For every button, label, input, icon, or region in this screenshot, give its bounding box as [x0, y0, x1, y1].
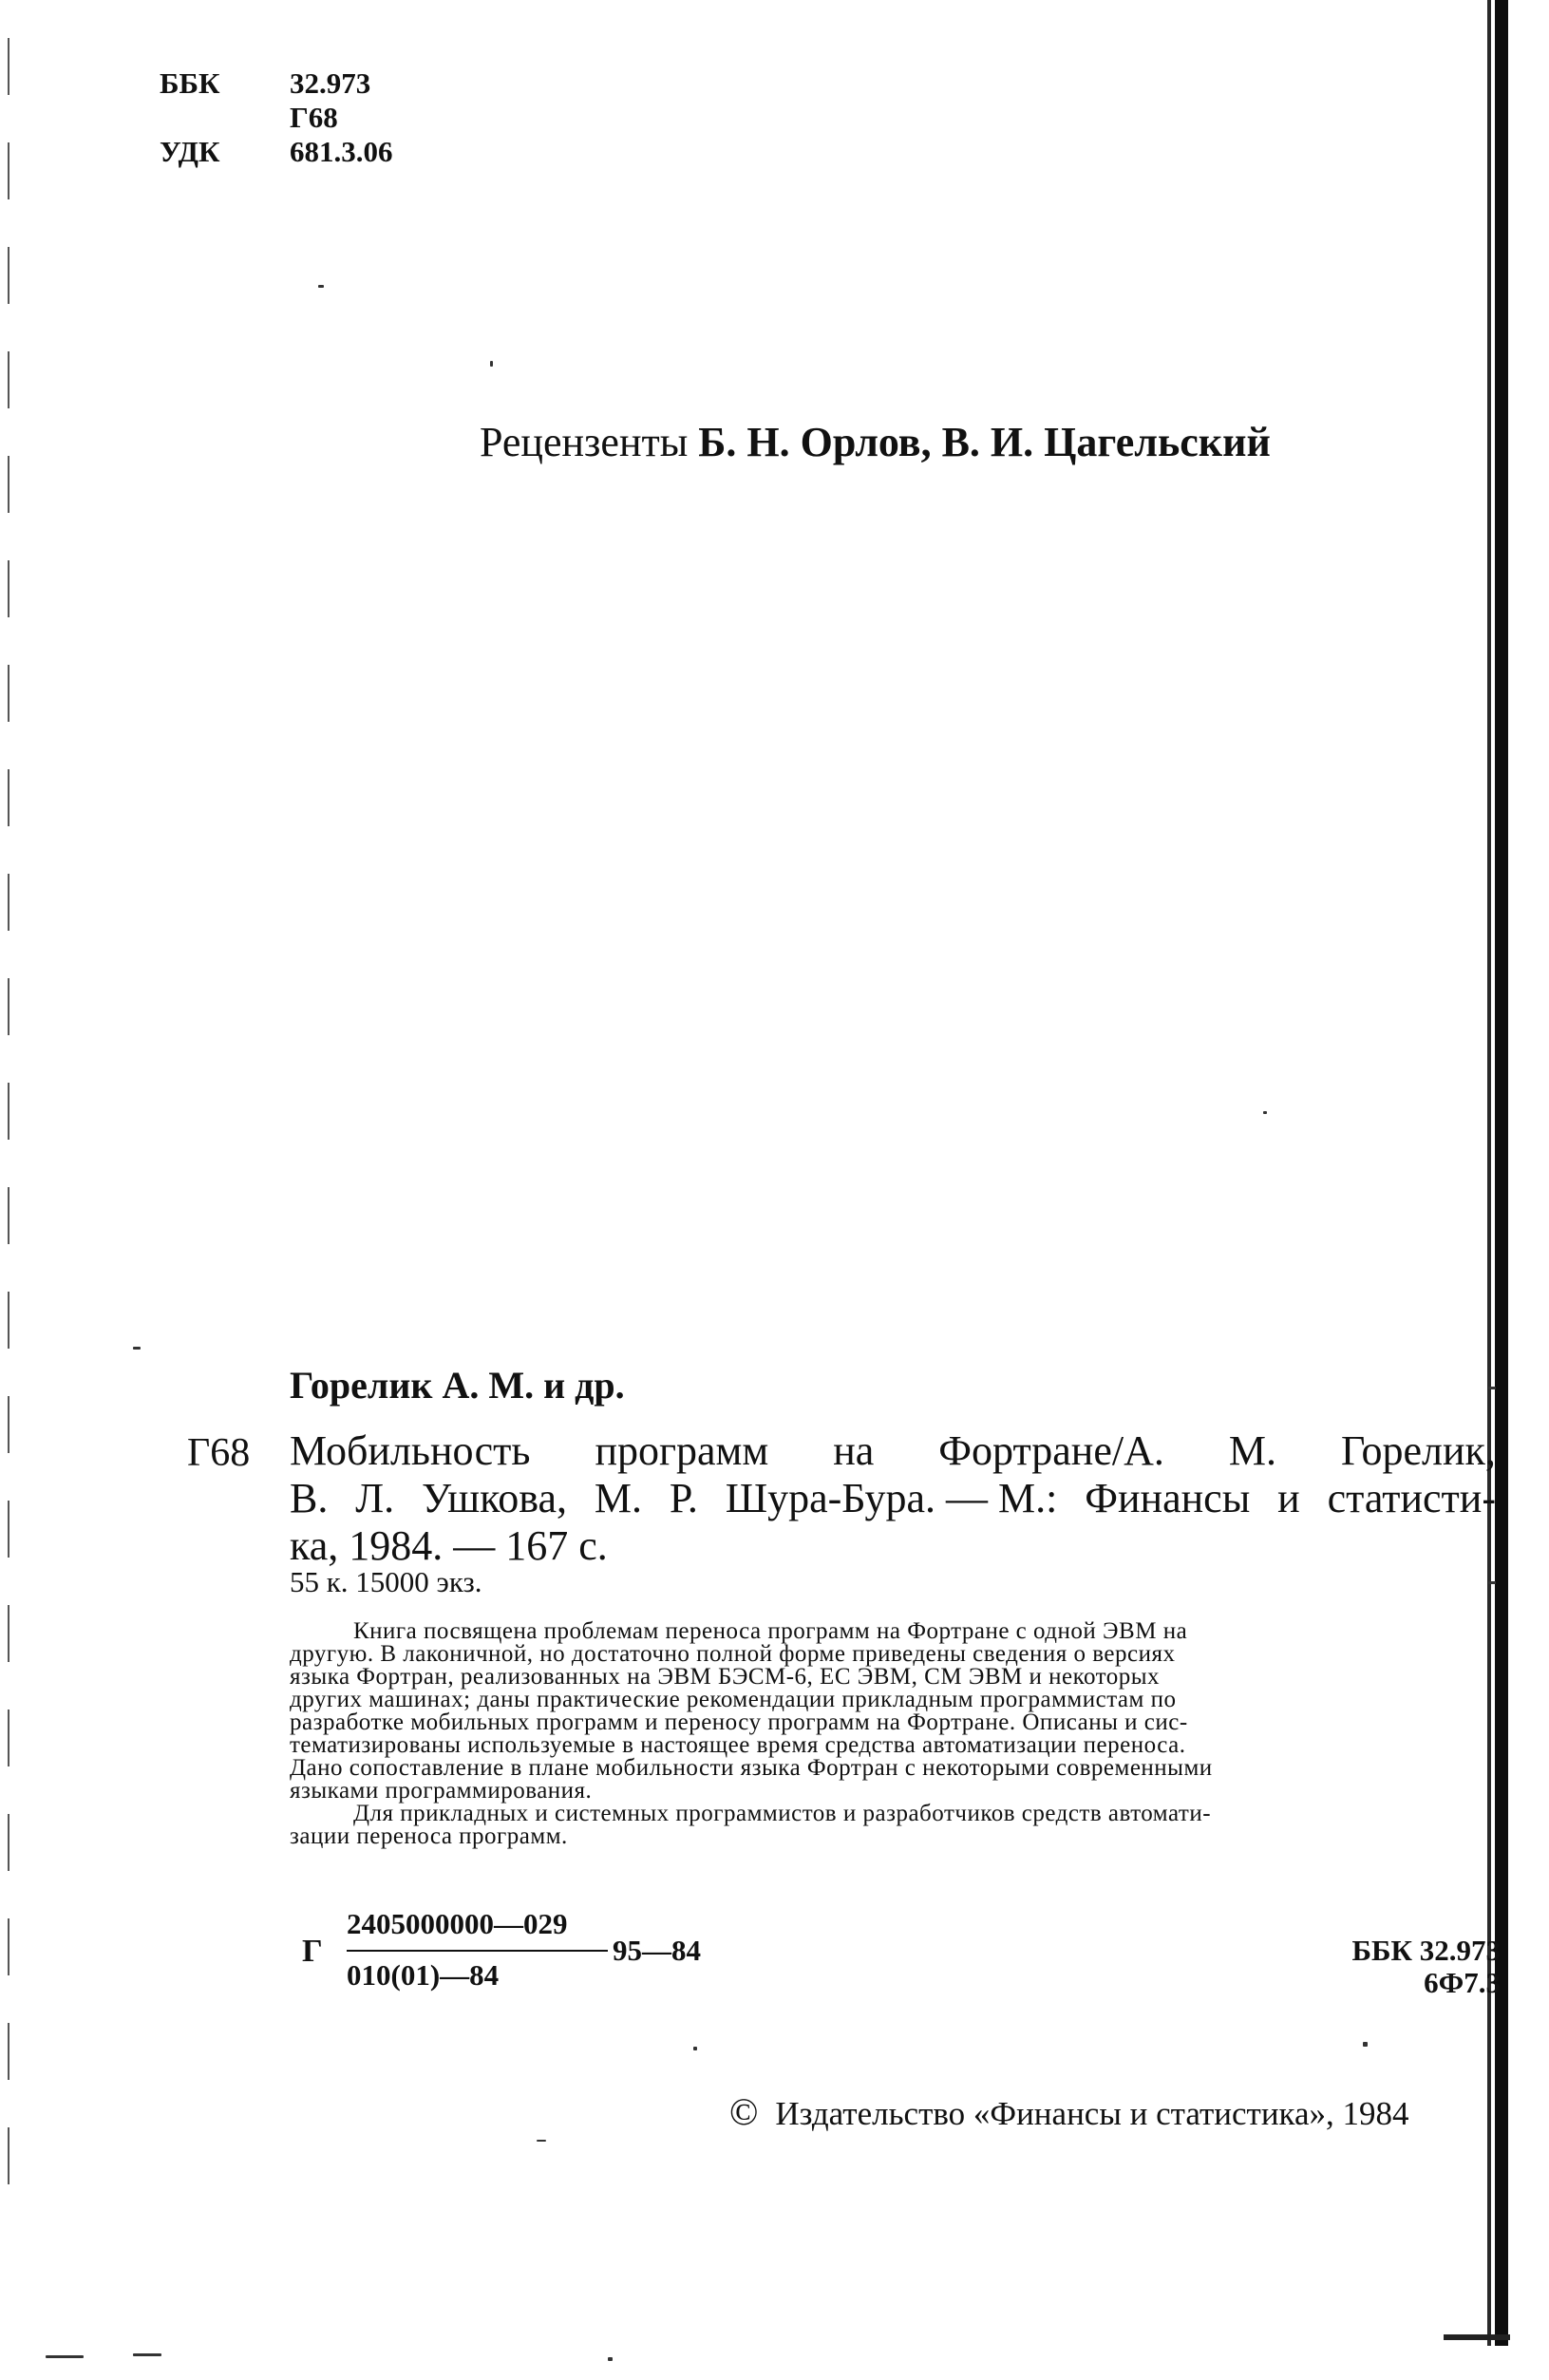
- annotation-line: зации переноса программ.: [290, 1823, 568, 1849]
- fraction-line: [347, 1950, 608, 1952]
- entry-word: Фортране/А.: [938, 1427, 1164, 1474]
- entry-word: М.: [1228, 1427, 1276, 1474]
- annotation-line: [290, 1620, 1496, 1643]
- scan-speck: [1488, 1387, 1496, 1389]
- scan-speck: [133, 1347, 141, 1350]
- entry-word: статисти-: [1327, 1475, 1496, 1521]
- scan-speck: [608, 2357, 613, 2361]
- annotation-text: Книга посвящена проблемам переноса программ на Фортране с одной ЭВМ на: [353, 1618, 1188, 1644]
- entry-word: программ: [595, 1427, 769, 1474]
- index-suffix: 95—84: [613, 1934, 701, 1967]
- entry-word: Мобильность: [290, 1427, 531, 1474]
- entry-word: Л.: [355, 1475, 395, 1521]
- annotation-line: языками программирования.: [290, 1778, 593, 1804]
- scan-speck: [1363, 2042, 1368, 2047]
- bbk-bottom-line-2: 6Ф7.3: [1424, 1966, 1501, 1999]
- udk-label: УДК: [160, 135, 220, 168]
- entry-word: и: [1277, 1475, 1300, 1521]
- bbk-bottom-line-1: ББК 32.973: [1351, 1934, 1501, 1967]
- entry-word: Р.: [669, 1475, 698, 1521]
- reviewers-names: Б. Н. Орлов, В. И. Цагельский: [698, 419, 1271, 465]
- index-denominator: 010(01)—84: [347, 1958, 500, 1992]
- copyright-line: [729, 2089, 1409, 2134]
- entry-line-2: [290, 1475, 1496, 1522]
- scan-speck: [318, 285, 324, 288]
- entry-word: В.: [290, 1475, 329, 1521]
- index-numerator: 2405000000—029: [347, 1907, 568, 1940]
- copyright-text: Издательство «Финансы и статистика», 1984: [775, 2095, 1409, 2132]
- annotation-line: другую. В лаконичной, но достаточно полной форме приведены сведения о версиях: [290, 1641, 1176, 1667]
- udk-code: 681.3.06: [290, 135, 393, 168]
- index-letter: Г: [302, 1934, 323, 1969]
- scan-speck: [46, 2355, 84, 2358]
- entry-word: М.: [594, 1475, 642, 1521]
- entry-line-1: [290, 1427, 1496, 1475]
- scan-bottom-edge: [1444, 2334, 1510, 2340]
- author-heading: Горелик А. М. и др.: [290, 1364, 625, 1407]
- entry-word: Финансы: [1085, 1475, 1251, 1521]
- reviewers-label: Рецензенты: [480, 419, 689, 465]
- annotation-line: разработке мобильных программ и переносу программ на Фортране. Описаны и сис-: [290, 1709, 1188, 1735]
- entry-word: Ушкова,: [421, 1475, 567, 1521]
- entry-sign: Г68: [187, 1431, 251, 1475]
- scan-speck: [537, 2140, 546, 2142]
- bbk-label: ББК: [160, 66, 220, 100]
- annotation-line: тематизированы используемые в настоящее время средства автоматизации переноса.: [290, 1732, 1186, 1758]
- annotation-line: Для прикладных и системных программистов и разработчиков средств автомати-: [353, 1801, 1212, 1826]
- price-and-print-run: 55 к. 15000 экз.: [290, 1565, 482, 1598]
- entry-line-3: ка, 1984. — 167 с.: [290, 1522, 608, 1569]
- annotation-line: других машинах; даны практические рекомендации прикладным программистам по: [290, 1687, 1177, 1712]
- scan-left-edge: [8, 38, 9, 2184]
- reviewers-line: [480, 418, 1271, 466]
- bbk-code: 32.973: [290, 66, 371, 100]
- entry-word: на: [833, 1427, 875, 1474]
- entry-word: Шура-Бура. — М.:: [725, 1475, 1058, 1521]
- annotation-line: языка Фортран, реализованных на ЭВМ БЭСМ-6, ЕС ЭВМ, СМ ЭВМ и некоторых: [290, 1664, 1161, 1690]
- copyright-icon: ©: [729, 2090, 759, 2133]
- author-sign-code: Г68: [290, 101, 338, 134]
- scan-speck: [490, 361, 493, 367]
- annotation-line: Дано сопоставление в плане мобильности языка Фортран с некоторыми современными: [290, 1755, 1213, 1781]
- scan-speck: [1263, 1111, 1267, 1114]
- scan-speck: [693, 2047, 697, 2050]
- scan-speck: [1488, 1581, 1496, 1584]
- entry-word: Горелик,: [1340, 1427, 1496, 1474]
- scan-speck: [133, 2353, 161, 2356]
